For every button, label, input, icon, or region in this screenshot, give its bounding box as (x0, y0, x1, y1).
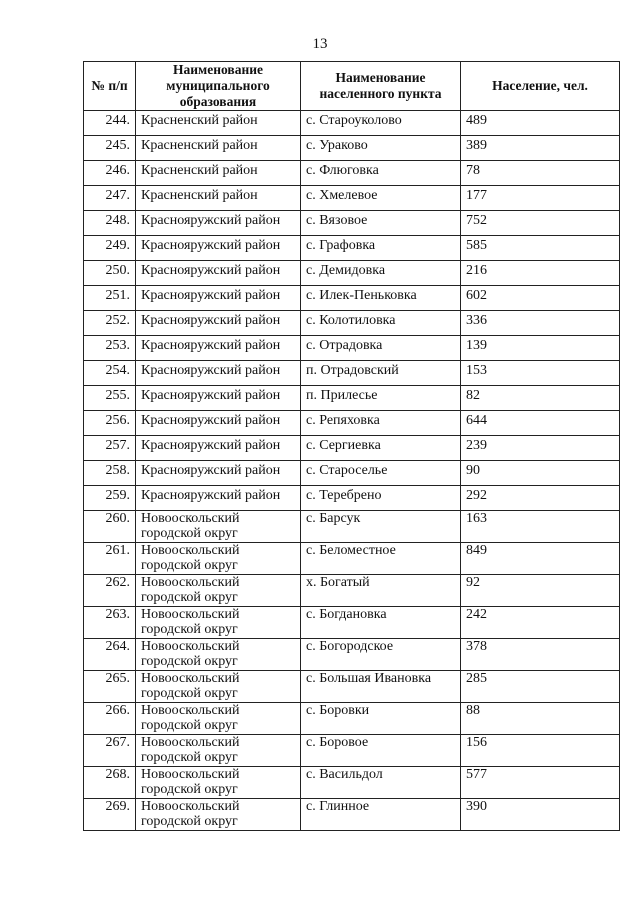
municipality-cell: Новооскольский городской округ (136, 799, 301, 831)
table-row (84, 261, 620, 286)
settlement-cell: с. Графовка (301, 236, 461, 261)
table-row (84, 607, 620, 639)
population-cell: 242 (461, 607, 620, 639)
municipality-cell: Новооскольский городской округ (136, 575, 301, 607)
population-cell: 390 (461, 799, 620, 831)
table-row (84, 735, 620, 767)
municipality-cell: Краснояружский район (136, 486, 301, 511)
row-number: 266. (84, 703, 136, 735)
population-cell: 577 (461, 767, 620, 799)
population-cell: 156 (461, 735, 620, 767)
row-number: 250. (84, 261, 136, 286)
row-number: 260. (84, 511, 136, 543)
population-cell: 239 (461, 436, 620, 461)
municipality-cell: Краснояружский район (136, 361, 301, 386)
row-number: 244. (84, 111, 136, 136)
population-cell: 163 (461, 511, 620, 543)
municipality-cell: Краснояружский район (136, 461, 301, 486)
municipality-cell: Новооскольский городской округ (136, 735, 301, 767)
population-cell: 849 (461, 543, 620, 575)
population-cell: 78 (461, 161, 620, 186)
table-row (84, 111, 620, 136)
settlement-cell: с. Большая Ивановка (301, 671, 461, 703)
table-row (84, 767, 620, 799)
table-body (84, 111, 620, 831)
settlement-cell: с. Отрадовка (301, 336, 461, 361)
row-number: 245. (84, 136, 136, 161)
table-row (84, 311, 620, 336)
settlement-cell: с. Ураково (301, 136, 461, 161)
table-row (84, 336, 620, 361)
population-cell: 88 (461, 703, 620, 735)
table-row (84, 286, 620, 311)
settlement-cell: п. Прилесье (301, 386, 461, 411)
table-row (84, 799, 620, 831)
settlement-cell: с. Илек-Пеньковка (301, 286, 461, 311)
municipality-cell: Новооскольский городской округ (136, 703, 301, 735)
population-cell: 285 (461, 671, 620, 703)
table-row (84, 671, 620, 703)
population-cell: 292 (461, 486, 620, 511)
table-row (84, 575, 620, 607)
row-number: 248. (84, 211, 136, 236)
population-cell: 82 (461, 386, 620, 411)
row-number: 254. (84, 361, 136, 386)
row-number: 249. (84, 236, 136, 261)
table-row (84, 486, 620, 511)
municipality-cell: Краснояружский район (136, 211, 301, 236)
row-number: 257. (84, 436, 136, 461)
settlement-cell: с. Барсук (301, 511, 461, 543)
table-row (84, 161, 620, 186)
settlement-cell: с. Беломестное (301, 543, 461, 575)
row-number: 267. (84, 735, 136, 767)
settlement-cell: с. Боровое (301, 735, 461, 767)
population-cell: 644 (461, 411, 620, 436)
row-number: 262. (84, 575, 136, 607)
page-number: 13 (312, 36, 328, 52)
settlement-cell: п. Отрадовский (301, 361, 461, 386)
table-row (84, 436, 620, 461)
row-number: 256. (84, 411, 136, 436)
settlement-cell: с. Колотиловка (301, 311, 461, 336)
row-number: 255. (84, 386, 136, 411)
table-row (84, 136, 620, 161)
row-number: 268. (84, 767, 136, 799)
population-cell: 153 (461, 361, 620, 386)
table-header-row (84, 62, 620, 111)
settlement-cell: с. Сергиевка (301, 436, 461, 461)
header-settlement: Наименование населенного пункта (301, 62, 461, 111)
table-row (84, 511, 620, 543)
population-cell: 92 (461, 575, 620, 607)
table-row (84, 236, 620, 261)
row-number: 269. (84, 799, 136, 831)
municipality-cell: Новооскольский городской округ (136, 767, 301, 799)
row-number: 261. (84, 543, 136, 575)
population-cell: 216 (461, 261, 620, 286)
settlement-cell: с. Староуколово (301, 111, 461, 136)
population-cell: 585 (461, 236, 620, 261)
municipality-cell: Краснояружский район (136, 411, 301, 436)
population-cell: 489 (461, 111, 620, 136)
population-cell: 602 (461, 286, 620, 311)
population-cell: 139 (461, 336, 620, 361)
row-number: 264. (84, 639, 136, 671)
table-row (84, 461, 620, 486)
header-population: Население, чел. (461, 62, 620, 111)
row-number: 251. (84, 286, 136, 311)
table-row (84, 543, 620, 575)
municipality-cell: Красненский район (136, 186, 301, 211)
row-number: 258. (84, 461, 136, 486)
settlement-cell: х. Богатый (301, 575, 461, 607)
settlements-table (83, 61, 620, 831)
municipality-cell: Краснояружский район (136, 261, 301, 286)
row-number: 247. (84, 186, 136, 211)
settlement-cell: с. Репяховка (301, 411, 461, 436)
settlement-cell: с. Флюговка (301, 161, 461, 186)
table-row (84, 361, 620, 386)
municipality-cell: Краснояружский район (136, 436, 301, 461)
municipality-cell: Новооскольский городской округ (136, 671, 301, 703)
municipality-cell: Красненский район (136, 111, 301, 136)
row-number: 246. (84, 161, 136, 186)
row-number: 252. (84, 311, 136, 336)
header-num: № п/п (84, 62, 136, 111)
header-municipality: Наименование муниципального образования (136, 62, 301, 111)
municipality-cell: Краснояружский район (136, 336, 301, 361)
settlement-cell: с. Боровки (301, 703, 461, 735)
population-cell: 378 (461, 639, 620, 671)
municipality-cell: Краснояружский район (136, 386, 301, 411)
settlement-cell: с. Теребрено (301, 486, 461, 511)
municipality-cell: Краснояружский район (136, 311, 301, 336)
municipality-cell: Краснояружский район (136, 286, 301, 311)
municipality-cell: Красненский район (136, 161, 301, 186)
settlement-cell: с. Хмелевое (301, 186, 461, 211)
row-number: 263. (84, 607, 136, 639)
municipality-cell: Красненский район (136, 136, 301, 161)
population-cell: 336 (461, 311, 620, 336)
table-row (84, 211, 620, 236)
municipality-cell: Новооскольский городской округ (136, 639, 301, 671)
table-row (84, 639, 620, 671)
settlement-cell: с. Староселье (301, 461, 461, 486)
settlement-cell: с. Вязовое (301, 211, 461, 236)
settlement-cell: с. Богородское (301, 639, 461, 671)
row-number: 265. (84, 671, 136, 703)
population-cell: 90 (461, 461, 620, 486)
population-cell: 752 (461, 211, 620, 236)
settlement-cell: с. Васильдол (301, 767, 461, 799)
table-row (84, 703, 620, 735)
municipality-cell: Новооскольский городской округ (136, 607, 301, 639)
municipality-cell: Краснояружский район (136, 236, 301, 261)
settlement-cell: с. Демидовка (301, 261, 461, 286)
row-number: 259. (84, 486, 136, 511)
table-row (84, 386, 620, 411)
table-row (84, 186, 620, 211)
settlement-cell: с. Богдановка (301, 607, 461, 639)
municipality-cell: Новооскольский городской округ (136, 543, 301, 575)
population-cell: 177 (461, 186, 620, 211)
table-row (84, 411, 620, 436)
row-number: 253. (84, 336, 136, 361)
municipality-cell: Новооскольский городской округ (136, 511, 301, 543)
settlement-cell: с. Глинное (301, 799, 461, 831)
population-cell: 389 (461, 136, 620, 161)
